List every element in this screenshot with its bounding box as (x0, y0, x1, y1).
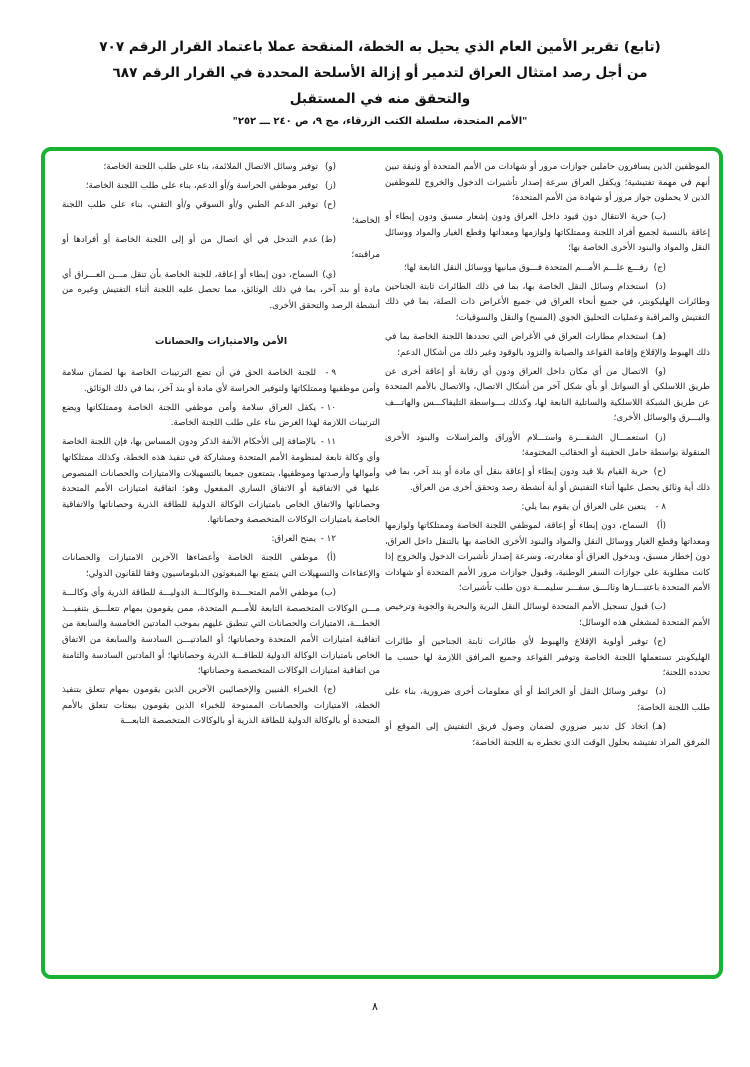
item-marker: (هـ) (652, 722, 666, 733)
item-marker: (أ) (326, 553, 336, 564)
item-marker: (ج) (653, 262, 666, 273)
paragraph-item-a: (أ)السماح، دون إبطاء أو إعاقة، لموظفي اللجنة الخاصة وممتلكاتها ولوازمها ومعداتها وقطع الغيار ووسائل النقل والمواد والبنود الأخرى الخاصة بها بالتنقل داخل العراق، دون إخطار مسبق، وبدخول العراق أو مغادرته، وسرعة إصدار تأشيرات الدخول والخروج إذا كانت مطلوبة على جوازات السفر الوطنية، وقبول جوازات مرور الأمم المتحدة أو شهادات الأمم المتحدة باعتبـــارها وثائـــق سفـــر سليمـــة دون طلب تأشيرات؛ (385, 520, 710, 594)
header-source-citation: "الأمم المتحدة، سلسلة الكتب الزرقاء، مج ٩، ص ٢٤٠ ـــ ٢٥٢" (232, 116, 528, 127)
paragraph-item-z: (ز)استعمـــال الشفـــرة واستـــلام الأوراق والمراسلات والبنود الأخرى المنقولة بواسطة حامل الحقيبة أو الحقائب المختومة؛ (385, 432, 710, 459)
paragraph-item-b: (ب)موظفي الأمم المتحـــدة والوكالـــة الدوليـــة للطاقة الذرية وأي وكالـــة مـــن الوكالات المتخصصة التابعة للأمـــم المتحدة، ممن يقومون بمهام تتعلـــق بتنفيـــذ الخطـــة، الامتيازات والحصانات التي تنطبق عليهم بموجب المادتين الخامسة والسابعة من اتفاقية امتيازات الأمم المتحدة وحصاناتها؛ أو المادتيـــن السادسة والسابعة من الاتفاق الخاص بامتيازات الوكالة الدولية للطاقـــة الذرية وحصاناتها؛ أو المادتين السادسة والثامنة من اتفاقية امتيازات الوكالات المتخصصة وحصاناتها؛ (62, 588, 380, 677)
paragraph-item-z: (ز)توفير موظفي الحراسة و/أو الدعم، بناء على طلب اللجنة الخاصة؛ (62, 179, 380, 195)
item-marker: (ز) (655, 432, 666, 443)
paragraph-item-h3: (هـ)اتخاذ كل تدبير ضروري لضمان وصول فريق التفتيش إلى الموقع أو المرفق المراد تفتيشه بحلول الوقت الذي تخطره به اللجنة الخاصة؛ (385, 722, 710, 748)
item-marker: (ح) (653, 467, 666, 478)
paragraph-9: ٩ -للجنة الخاصة الحق في أن تضع الترتيبات الخاصة بها لضمان سلامة وأمن موظفيها وممتلكاتها ولتوفير الحراسة لأي مادة أو بند آخر، بما في ذلك الوثائق. (62, 367, 380, 394)
paragraph-item-d: (د)استخدام وسائل النقل الخاصة بها، بما في ذلك الطائرات ثابتة الجناحين وطائرات الهليكوبتر، في جميع أنحاء العراق في جميع الأغراض ذات الصلة، بما في ذلك التفتيش والمراقبة وعمليات التحليق الجوي (المسح) والنقل والسوقيات؛ (385, 281, 710, 323)
left-column (62, 160, 380, 734)
paragraph-12: ١٢ -يمنح العراق: (62, 532, 380, 548)
item-marker: (ج) (653, 637, 666, 648)
paragraph-10: ١٠ -يكفل العراق سلامة وأمن موظفي اللجنة الخاصة وممتلكاتها ويضع الترتيبات اللازمة لهذا الغرض بناء على طلب اللجنة الخاصة. (62, 402, 380, 429)
paragraph-11: ١١ -بالإضافة إلى الأحكام الآنفة الذكر ودون المساس بها، فإن اللجنة الخاصة وأي وكالة تابعة لمنظومة الأمم المتحدة ومشاركة في تنفيذ هذه الخطة، وكذلك ممتلكاتها وأموالها وأرصدتها وموظفيها، يتمتعون جميعا بالتسهيلات والامتيازات والحصانات المنصوص عليها في الاتفاقية أو الاتفاق الساري المفعول وهو: اتفاقية امتيازات الأمم المتحدة وحصاناتها والاتفاق الخاص بامتيازات الوكالة الدولية للطاقة الذرية وحصاناتها والاتفاقية الخاصة بامتيازات الوكالات المتخصصة وحصاناتها. (62, 437, 380, 526)
item-marker: (ح) (323, 200, 336, 211)
paragraph-item-d2: (د)توفير وسائل النقل أو الخرائط أو أي معلومات أخرى ضرورية، بناء على طلب اللجنة الخاصة؛ (385, 687, 710, 713)
item-marker: (ز) (325, 181, 336, 192)
item-marker: (ب) (321, 588, 336, 599)
paragraph-item-a: (أ)موظفي اللجنة الخاصة وأعضاءها الآخرين الامتيازات والحصانات والإعفاءات والتسهيلات التي يتمتع بها المبعوثون الدبلوماسيون وفقا للقانون الدولي؛ (62, 553, 380, 580)
item-marker: (أ) (656, 520, 666, 531)
paragraph-item-j: (ج)رفـــع علـــم الأمـــم المتحدة فـــوق مبانيها ووسائل النقل التابعة لها؛ (385, 261, 710, 277)
right-column (385, 160, 710, 755)
paragraph-item-h: (ح)توفير الدعم الطبي و/أو السوقي و/أو التقني، بناء على طلب اللجنة الخاصة؛ (62, 200, 380, 226)
section-heading: الأمن والامتيازات والحصانات (154, 336, 288, 348)
header-title-line-1: (تابع) تقرير الأمين العام الذي يحيل به الخطة، المنقحة عملا باعتماد القرار الرقم ٧٠٧ (99, 39, 661, 55)
page-number: ٨ (372, 1000, 378, 1013)
paragraph-item-t: (ط)عدم التدخل في أي اتصال من أو إلى اللجنة الخاصة أو أفرادها أو مراقبته؛ (62, 234, 380, 261)
item-marker: (و) (325, 162, 336, 172)
item-marker: (ط) (321, 234, 336, 245)
paragraph-item-h: (هـ)استخدام مطارات العراق في الأغراض التي تحددها اللجنة الخاصة بما في ذلك الهبوط والإقلاع وإقامة القواعد والصيانة والتزود بالوقود وغير ذلك من أشكال الدعم؛ (385, 331, 710, 358)
item-marker: (ج) (323, 685, 336, 696)
paragraph-item-j2: (ج)توفير أولوية الإقلاع والهبوط لأي طائرات ثابتة الجناحين أو طائرات الهليكوبتر تستعملها اللجنة الخاصة وتوفير القواعد وجميع المرافق اللازمة لها حسب ما تحدده اللجنة؛ (385, 637, 710, 679)
paragraph-number: ١٠ - (320, 402, 336, 413)
header-title-line-2: من أجل رصد امتثال العراق لتدمير أو إزالة الأسلحة المحددة في القرار الرقم ٦٨٧ (112, 65, 648, 81)
paragraph-number: ١٢ - (320, 534, 336, 545)
item-marker: (و) (655, 366, 666, 377)
paragraph-item-w: (و)الاتصال من أي مكان داخل العراق ودون أي رقابة أو إعاقة أخرى عن طريق اللاسلكي أو السواتل أو بأي شكل آخر من أشكال الاتصال، والاتصال بالأمم المتحدة عن طريق الشبكة اللاسلكية والساتلية التابعة لها، وكذلك بـــواسطة التليفاكـــس والهاتـــف والبـــرق والوسائل الأخرى؛ (385, 366, 710, 424)
paragraph-number: ١١ - (320, 437, 336, 448)
paragraph-number: ٨ - (655, 501, 666, 512)
paragraph: الموظفين الذين يسافرون حاملين جوازات مرور أو شهادات من الأمم المتحدة أو وثيقة تبين أنهم في مهمة تفتيشية؛ ويكفل العراق سرعة إصدار تأشيرات الدخول والخروج للموظفين الذين لا يحملون جواز مرور أو شهادة من الأمم المتحدة؛ (385, 162, 710, 204)
item-marker: (ي) (322, 269, 336, 280)
paragraph-item-y: (ي)السماح، دون إبطاء أو إعاقة، للجنة الخاصة بأن تنقل مـــن العـــراق أي مادة أو بند آخر، بما في ذلك الوثائق، مما تحصل عليه اللجنة أثناء التفتيش وغيره من أنشطة الرصد والتحقق الأخرى. (62, 269, 380, 311)
paragraph-item-h2: (ح)حرية القيام بلا قيد ودون إبطاء أو إعاقة بنقل أي مادة أو بند آخر، بما في ذلك أية وثائق يحصل عليها أثناء التفتيش أو أية أنشطة رصد وتحقق أخرى من العراق. (385, 467, 710, 493)
item-marker: (ب) (651, 602, 666, 613)
paragraph-8: ٨ -يتعين على العراق أن يقوم بما يلي: (385, 500, 710, 516)
paragraph-item-w: (و)توفير وسائل الاتصال الملائمة، بناء على طلب اللجنة الخاصة؛ (62, 160, 380, 176)
document-header (60, 34, 700, 130)
paragraph-number: ٩ - (325, 367, 336, 378)
paragraph-item-j: (ج)الخبراء الفنيين والإخصائيين الآخرين الذين يقومون بمهام تتعلق بتنفيذ الخطة، الامتيازات والحصانات الممنوحة للخبراء الذين يقومون ببعثات تتعلق بالأمم المتحدة أو بالوكالة الدولية للطاقة الذرية أو بالوكالات المتخصصة التابعـــة (62, 685, 380, 727)
item-marker: (ب) (651, 212, 666, 223)
paragraph-item-b: (ب)حرية الانتقال دون قيود داخل العراق ودون إشعار مسبق ودون إبطاء أو إعاقة بالنسبة لجميع أفراد اللجنة وممتلكاتها ولوازمها ومعداتها وقطع الغيار والمواد ووسائل النقل والمواد والبنود الأخرى الخاصة بها؛ (385, 212, 710, 254)
item-marker: (هـ) (652, 331, 666, 342)
paragraph-item-b2: (ب)قبول تسجيل الأمم المتحدة لوسائل النقل البرية والبحرية والجوية وترخيص الأمم المتحدة لمشغلي هذه الوسائل؛ (385, 602, 710, 629)
item-marker: (د) (655, 281, 666, 292)
header-title-line-3: والتحقق منه في المستقبل (289, 91, 471, 107)
item-marker: (د) (655, 687, 666, 698)
